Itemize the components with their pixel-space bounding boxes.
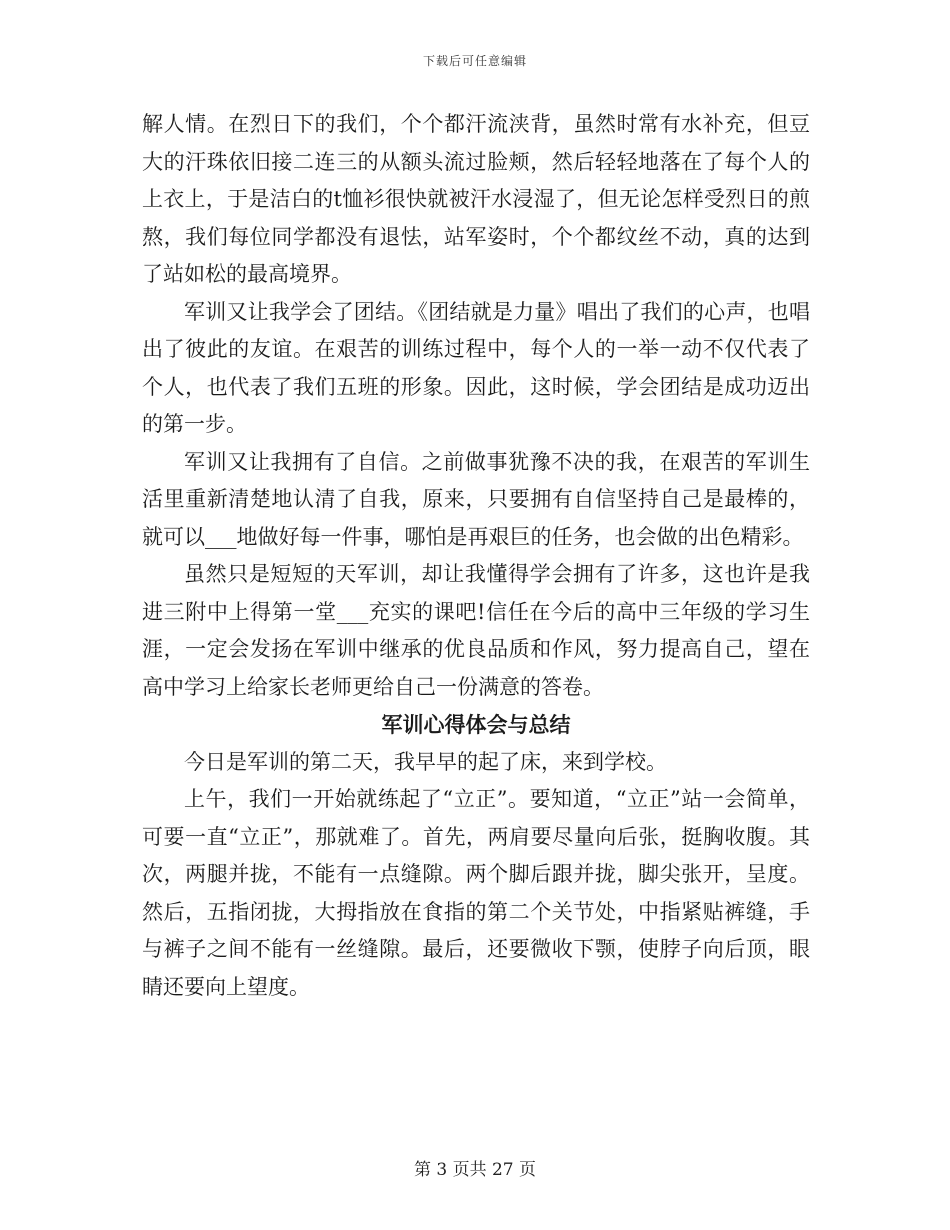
section-title: 军训心得体会与总结 bbox=[381, 712, 571, 737]
page-footer: 第 3 页共 27 页 bbox=[413, 1160, 537, 1180]
paragraph-continued: 解人情。在烈日下的我们，个个都汗流浃背，虽然时常有水补充，但豆大的汗珠依旧接二连三的从额头流过脸颊，然后轻轻地落在了每个人的上衣上，于是洁白的t恤衫很快就被汗水浸湿了，但无论怎样受烈日的煎熬，我们每位同学都没有退怯，站军姿时，个个都纹丝不动，真的达到了站如松的最高境界。 bbox=[142, 112, 810, 286]
document-body bbox=[142, 106, 810, 1006]
paragraph-confidence: 军训又让我拥有了自信。之前做事犹豫不决的我，在艰苦的军训生活里重新清楚地认清了自我，原来，只要拥有自信坚持自己是最棒的，就可以___地做好每一件事，哪怕是再艰巨的任务，也会做的出色精彩。 bbox=[142, 449, 810, 549]
paragraph-conclusion: 虽然只是短短的天军训，却让我懂得学会拥有了许多，这也许是我进三附中上得第一堂___充实的课吧!信任在今后的高中三年级的学习生涯，一定会发扬在军训中继承的优良品质和作风，努力提高自己，望在高中学习上给家长老师更给自己一份满意的答卷。 bbox=[142, 562, 810, 699]
paragraph-attention-drill: 上午，我们一开始就练起了“立正”。要知道，“立正”站一会简单，可要一直“立正”，那就难了。首先，两肩要尽量向后张，挺胸收腹。其次，两腿并拢，不能有一点缝隙。两个脚后跟并拢，脚尖张开，呈度。然后，五指闭拢，大拇指放在食指的第二个关节处，中指紧贴裤缝，手与裤子之间不能有一丝缝隙。最后，还要微收下颚，使脖子向后顶，眼睛还要向上望度。 bbox=[142, 787, 810, 999]
paragraph-teamwork: 军训又让我学会了团结。《团结就是力量》唱出了我们的心声，也唱出了彼此的友谊。在艰苦的训练过程中，每个人的一举一动不仅代表了个人，也代表了我们五班的形象。因此，这时候，学会团结是成功迈出的第一步。 bbox=[142, 299, 810, 436]
paragraph-day-two: 今日是军训的第二天，我早早的起了床，来到学校。 bbox=[184, 749, 667, 774]
page-header: 下载后可任意编辑 bbox=[422, 54, 527, 68]
